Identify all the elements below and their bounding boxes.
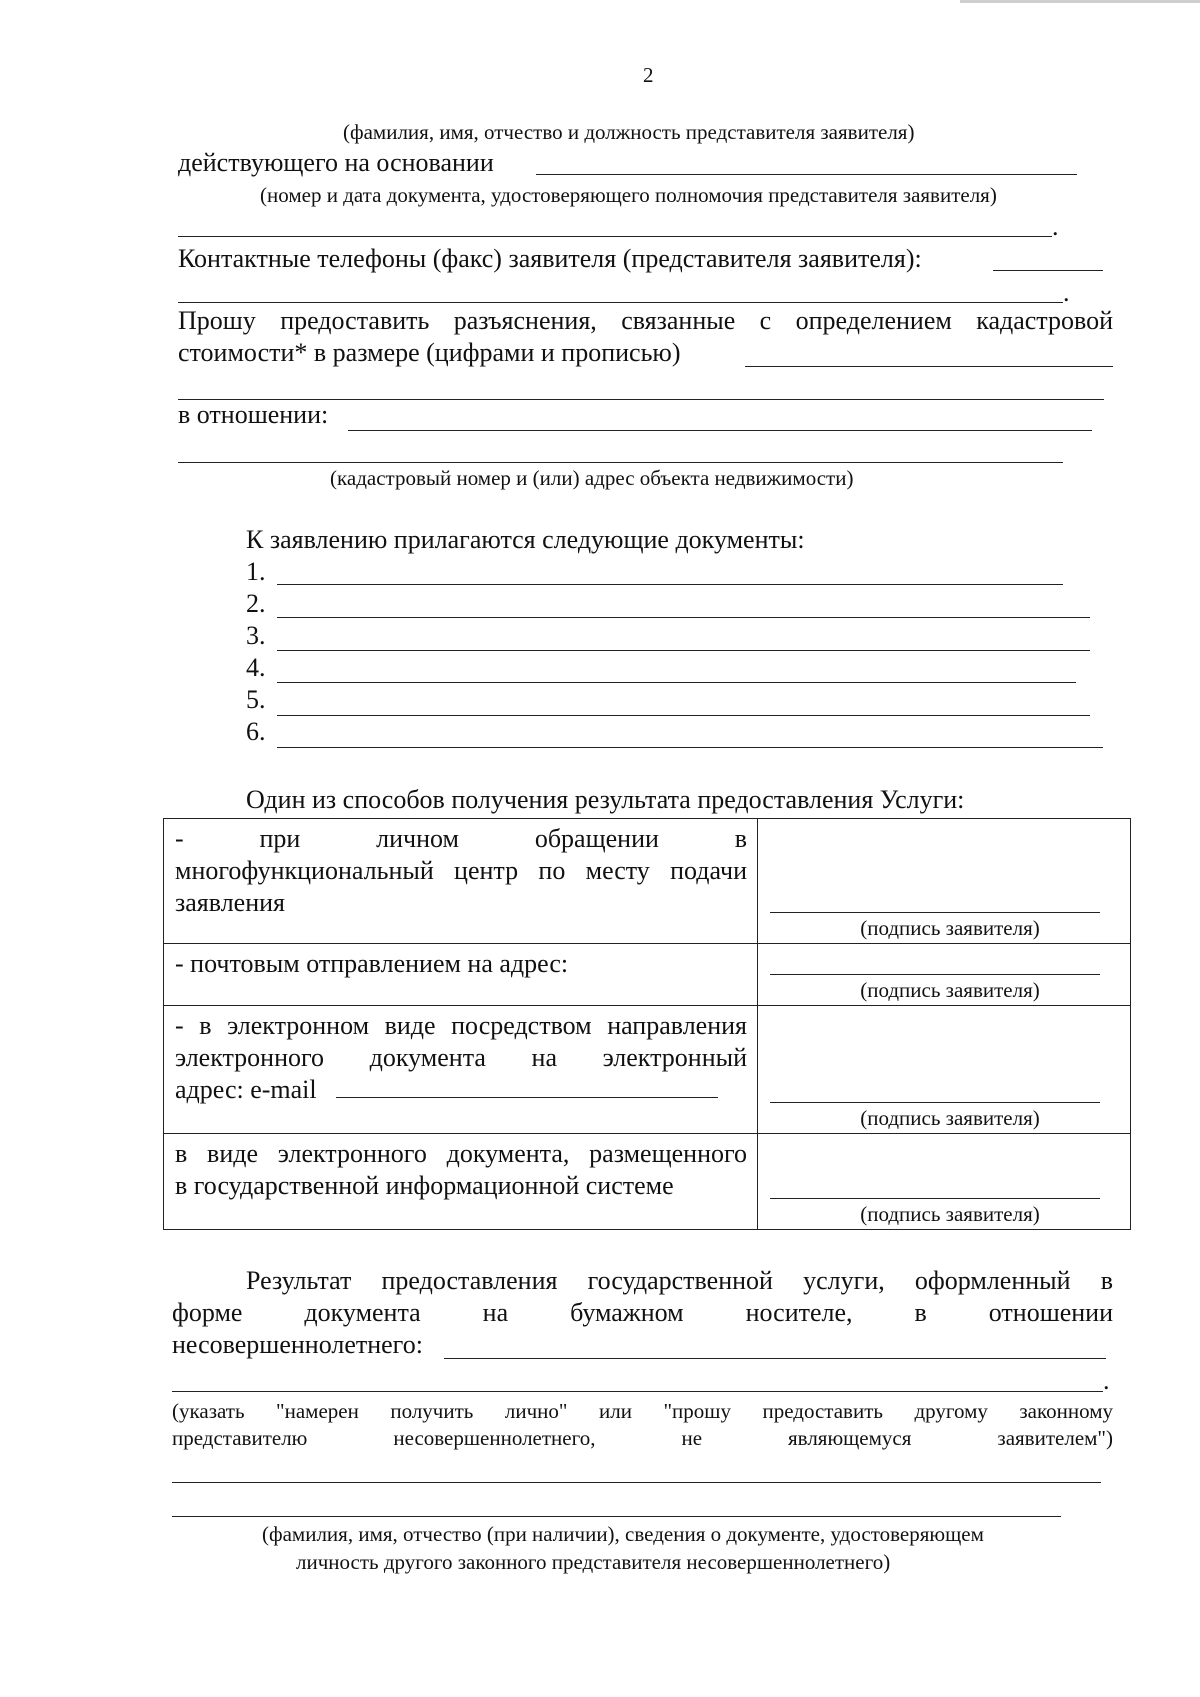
attachment-field[interactable]	[277, 747, 1103, 748]
signature-cell[interactable]	[758, 819, 1131, 944]
instruction-line1: (указать "намерен получить лично" или "прошу предоставить другому законному	[172, 1399, 1113, 1423]
request-text-line2: стоимости* в размере (цифрами и прописью)	[178, 338, 681, 367]
object-field-continued[interactable]	[178, 462, 1063, 463]
basis-caption: (номер и дата документа, удостоверяющего полномочия представителя заявителя)	[260, 183, 997, 207]
basis-field[interactable]	[536, 174, 1077, 175]
period-mark: .	[1052, 212, 1059, 241]
attachment-field[interactable]	[277, 715, 1090, 716]
final-caption-line2: личность другого законного представителя несовершеннолетнего)	[296, 1550, 891, 1574]
method-text-line: - при личном обращении в	[175, 824, 747, 853]
phones-label: Контактные телефоны (факс) заявителя (представителя заявителя):	[178, 244, 922, 273]
attachment-field[interactable]	[277, 650, 1090, 651]
table-row	[164, 1006, 1131, 1134]
request-text-line1: Прошу предоставить разъяснения, связанные с определением кадастровой	[178, 306, 1113, 335]
signature-caption: (подпись заявителя)	[860, 1202, 1040, 1226]
methods-heading: Один из способов получения результата предоставления Услуги:	[246, 785, 965, 814]
phones-field[interactable]	[993, 270, 1103, 271]
table-row	[164, 944, 1131, 1006]
signature-caption: (подпись заявителя)	[860, 978, 1040, 1002]
period-mark: .	[1063, 278, 1070, 307]
method-text-line: электронного документа на электронный	[175, 1043, 747, 1072]
scan-edge-mark	[960, 0, 1200, 3]
period-mark: .	[1103, 1366, 1110, 1395]
signature-caption: (подпись заявителя)	[860, 916, 1040, 940]
result-text-line3: несовершеннолетнего:	[172, 1330, 423, 1359]
attachments-heading: К заявлению прилагаются следующие документы:	[246, 525, 805, 554]
attachment-field[interactable]	[277, 584, 1063, 585]
other-representative-field-continued[interactable]	[172, 1516, 1061, 1517]
method-text-line: в виде электронного документа, размещенного	[175, 1139, 747, 1168]
method-text-line: заявления	[175, 888, 286, 917]
signature-field[interactable]	[770, 974, 1100, 975]
other-representative-field[interactable]	[172, 1482, 1101, 1483]
method-text-line: многофункциональный центр по месту подачи	[175, 856, 747, 885]
method-option[interactable]	[164, 1134, 758, 1230]
method-option[interactable]	[164, 1006, 758, 1134]
attachment-item-number: 4.	[246, 653, 266, 682]
method-description	[164, 1134, 757, 1202]
minor-result-field-continued[interactable]	[172, 1391, 1103, 1392]
signature-field[interactable]	[770, 1102, 1100, 1103]
result-text-line2: форме документа на бумажном носителе, в отношении	[172, 1298, 1113, 1327]
signature-field[interactable]	[770, 1198, 1100, 1199]
delivery-methods-table	[163, 818, 1131, 1230]
method-description	[164, 944, 757, 980]
basis-field-continued[interactable]	[178, 236, 1052, 237]
regarding-label: в отношении:	[178, 400, 329, 429]
attachment-item-number: 5.	[246, 685, 266, 714]
signature-cell[interactable]	[758, 944, 1131, 1006]
result-text-line1: Результат предоставления государственной услуги, оформленный в	[246, 1266, 1113, 1295]
email-field[interactable]	[336, 1097, 718, 1098]
amount-field[interactable]	[745, 366, 1113, 367]
method-text-line: - почтовым отправлением на адрес:	[175, 949, 569, 978]
instruction-line2: представителю несовершеннолетнего, не являющемуся заявителем")	[172, 1426, 1113, 1450]
object-field[interactable]	[348, 430, 1092, 431]
method-option[interactable]	[164, 819, 758, 944]
method-text-line: в государственной информационной системе	[175, 1171, 674, 1200]
method-description	[164, 1006, 757, 1106]
method-description	[164, 819, 757, 919]
table-row	[164, 1134, 1131, 1230]
representative-caption: (фамилия, имя, отчество и должность представителя заявителя)	[343, 120, 915, 144]
signature-cell[interactable]	[758, 1006, 1131, 1134]
attachment-item-number: 2.	[246, 589, 266, 618]
final-caption-line1: (фамилия, имя, отчество (при наличии), сведения о документе, удостоверяющем	[262, 1522, 984, 1546]
phones-field-continued[interactable]	[178, 302, 1063, 303]
attachment-field[interactable]	[277, 617, 1090, 618]
signature-caption: (подпись заявителя)	[860, 1106, 1040, 1130]
method-text-line: - в электронном виде посредством направления	[175, 1011, 747, 1040]
attachment-field[interactable]	[277, 682, 1076, 683]
page-number: 2	[643, 63, 654, 87]
attachment-item-number: 1.	[246, 557, 266, 586]
signature-cell[interactable]	[758, 1134, 1131, 1230]
method-option[interactable]	[164, 944, 758, 1006]
method-text-line: адрес: e-mail	[175, 1075, 317, 1104]
attachment-item-number: 3.	[246, 621, 266, 650]
table-row	[164, 819, 1131, 944]
attachment-item-number: 6.	[246, 717, 266, 746]
basis-label: действующего на основании	[178, 148, 494, 177]
signature-field[interactable]	[770, 912, 1100, 913]
object-caption: (кадастровый номер и (или) адрес объекта недвижимости)	[330, 466, 854, 490]
minor-result-field[interactable]	[444, 1358, 1106, 1359]
